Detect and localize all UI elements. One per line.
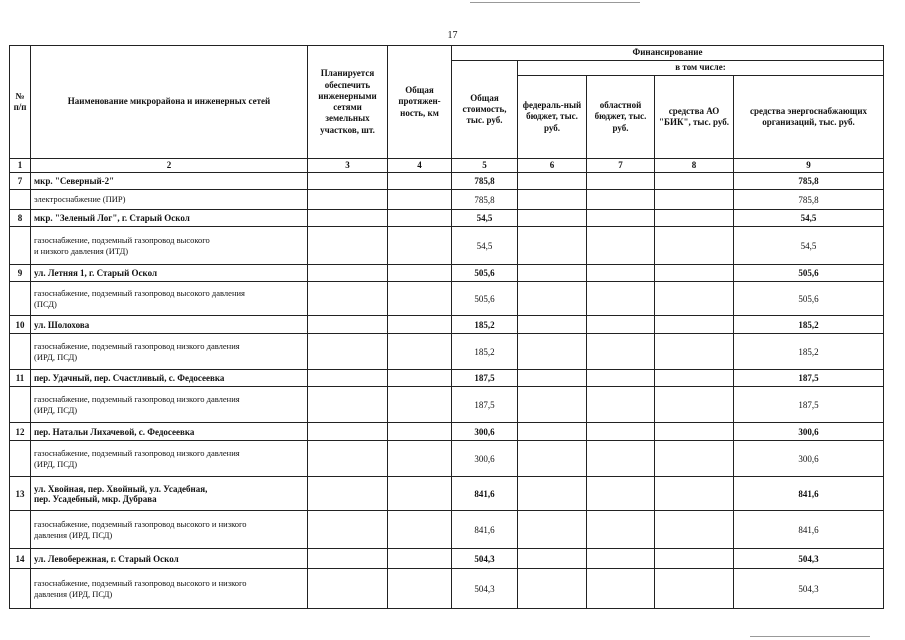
- table-row-district: [10, 549, 884, 569]
- energy-org-cell: 185,2: [734, 316, 884, 334]
- header-regional-budget: областной бюджет, тыс. руб.: [587, 76, 655, 159]
- federal-cell: [518, 265, 587, 282]
- length-cell: [388, 265, 452, 282]
- federal-cell: [518, 282, 587, 316]
- length-cell: [388, 173, 452, 190]
- federal-cell: [518, 370, 587, 387]
- bik-cell: [655, 511, 734, 549]
- planned-plots-cell: [308, 316, 388, 334]
- table-row-network: [10, 511, 884, 549]
- regional-cell: [587, 441, 655, 477]
- row-number: 11: [10, 370, 31, 387]
- row-name: газоснабжение, подземный газопровод низкого давления (ИРД, ПСД): [31, 441, 308, 477]
- total-cost-cell: 785,8: [452, 173, 518, 190]
- row-name: мкр. "Северный-2": [31, 173, 308, 190]
- regional-cell: [587, 569, 655, 609]
- bik-cell: [655, 173, 734, 190]
- column-number: 6: [518, 159, 587, 173]
- bik-cell: [655, 569, 734, 609]
- table-row-district: [10, 477, 884, 511]
- energy-org-cell: 185,2: [734, 334, 884, 370]
- column-number: 8: [655, 159, 734, 173]
- regional-cell: [587, 423, 655, 441]
- federal-cell: [518, 569, 587, 609]
- table-row-network: [10, 569, 884, 609]
- planned-plots-cell: [308, 423, 388, 441]
- total-cost-cell: 187,5: [452, 370, 518, 387]
- bik-cell: [655, 370, 734, 387]
- planned-plots-cell: [308, 227, 388, 265]
- row-number: [10, 441, 31, 477]
- length-cell: [388, 423, 452, 441]
- row-number: [10, 387, 31, 423]
- row-name: пер. Натальи Лихачевой, с. Федосеевка: [31, 423, 308, 441]
- column-number: 5: [452, 159, 518, 173]
- header-planned-plots: Планируется обеспечить инженерными сетями земельных участков, шт.: [308, 46, 388, 159]
- energy-org-cell: 300,6: [734, 423, 884, 441]
- regional-cell: [587, 511, 655, 549]
- total-cost-cell: 185,2: [452, 316, 518, 334]
- planned-plots-cell: [308, 387, 388, 423]
- total-cost-cell: 841,6: [452, 477, 518, 511]
- energy-org-cell: 504,3: [734, 549, 884, 569]
- table-row-district: [10, 210, 884, 227]
- financing-table: [9, 45, 884, 609]
- federal-cell: [518, 423, 587, 441]
- planned-plots-cell: [308, 370, 388, 387]
- row-name: газоснабжение, подземный газопровод низкого давления (ИРД, ПСД): [31, 334, 308, 370]
- column-number: 2: [31, 159, 308, 173]
- row-number: 12: [10, 423, 31, 441]
- federal-cell: [518, 190, 587, 210]
- regional-cell: [587, 227, 655, 265]
- header-including: в том числе:: [518, 61, 884, 76]
- planned-plots-cell: [308, 265, 388, 282]
- row-name: ул. Летняя 1, г. Старый Оскол: [31, 265, 308, 282]
- length-cell: [388, 190, 452, 210]
- table-row-network: [10, 190, 884, 210]
- length-cell: [388, 316, 452, 334]
- federal-cell: [518, 387, 587, 423]
- total-cost-cell: 841,6: [452, 511, 518, 549]
- planned-plots-cell: [308, 549, 388, 569]
- energy-org-cell: 300,6: [734, 441, 884, 477]
- table-row-district: [10, 423, 884, 441]
- regional-cell: [587, 265, 655, 282]
- bik-cell: [655, 549, 734, 569]
- row-number: [10, 190, 31, 210]
- row-name: газоснабжение, подземный газопровод низкого давления (ИРД, ПСД): [31, 387, 308, 423]
- table-row-district: [10, 173, 884, 190]
- federal-cell: [518, 210, 587, 227]
- regional-cell: [587, 387, 655, 423]
- length-cell: [388, 210, 452, 227]
- row-number: [10, 227, 31, 265]
- energy-org-cell: 54,5: [734, 210, 884, 227]
- column-number: 3: [308, 159, 388, 173]
- table-row-district: [10, 265, 884, 282]
- row-number: 9: [10, 265, 31, 282]
- bik-cell: [655, 265, 734, 282]
- header-energy-org-funds: средства энергоснабжающих организаций, тыс. руб.: [734, 76, 884, 159]
- bik-cell: [655, 227, 734, 265]
- energy-org-cell: 54,5: [734, 227, 884, 265]
- length-cell: [388, 227, 452, 265]
- table-row-district: [10, 316, 884, 334]
- column-number-row: [10, 159, 884, 173]
- federal-cell: [518, 441, 587, 477]
- energy-org-cell: 505,6: [734, 282, 884, 316]
- row-name: электроснабжение (ПИР): [31, 190, 308, 210]
- planned-plots-cell: [308, 441, 388, 477]
- regional-cell: [587, 316, 655, 334]
- row-name: ул. Шолохова: [31, 316, 308, 334]
- table-row-district: [10, 370, 884, 387]
- total-cost-cell: 504,3: [452, 569, 518, 609]
- energy-org-cell: 841,6: [734, 477, 884, 511]
- length-cell: [388, 387, 452, 423]
- energy-org-cell: 187,5: [734, 387, 884, 423]
- header-total-cost: Общая стоимость, тыс. руб.: [452, 61, 518, 159]
- regional-cell: [587, 173, 655, 190]
- column-number: 7: [587, 159, 655, 173]
- row-number: [10, 334, 31, 370]
- table-row-network: [10, 334, 884, 370]
- total-cost-cell: 300,6: [452, 423, 518, 441]
- length-cell: [388, 477, 452, 511]
- length-cell: [388, 441, 452, 477]
- planned-plots-cell: [308, 190, 388, 210]
- bik-cell: [655, 316, 734, 334]
- bik-cell: [655, 282, 734, 316]
- regional-cell: [587, 282, 655, 316]
- header-bik-funds: средства АО "БИК", тыс. руб.: [655, 76, 734, 159]
- energy-org-cell: 785,8: [734, 190, 884, 210]
- row-number: [10, 282, 31, 316]
- federal-cell: [518, 334, 587, 370]
- scan-edge-line: [470, 2, 640, 3]
- row-name: ул. Левобережная, г. Старый Оскол: [31, 549, 308, 569]
- row-number: 10: [10, 316, 31, 334]
- planned-plots-cell: [308, 511, 388, 549]
- row-number: 13: [10, 477, 31, 511]
- energy-org-cell: 187,5: [734, 370, 884, 387]
- energy-org-cell: 841,6: [734, 511, 884, 549]
- length-cell: [388, 549, 452, 569]
- row-name: газоснабжение, подземный газопровод высокого и низкого давления (ИРД, ПСД): [31, 511, 308, 549]
- federal-cell: [518, 477, 587, 511]
- column-number: 1: [10, 159, 31, 173]
- row-number: 7: [10, 173, 31, 190]
- planned-plots-cell: [308, 569, 388, 609]
- header-financing: Финансирование: [452, 46, 884, 61]
- header-name: Наименование микрорайона и инженерных сетей: [31, 46, 308, 159]
- total-cost-cell: 54,5: [452, 227, 518, 265]
- length-cell: [388, 334, 452, 370]
- regional-cell: [587, 549, 655, 569]
- length-cell: [388, 370, 452, 387]
- header-federal-budget: федераль-ный бюджет, тыс. руб.: [518, 76, 587, 159]
- row-name: газоснабжение, подземный газопровод высокого давления (ПСД): [31, 282, 308, 316]
- total-cost-cell: 54,5: [452, 210, 518, 227]
- total-cost-cell: 785,8: [452, 190, 518, 210]
- total-cost-cell: 505,6: [452, 265, 518, 282]
- header-length: Общая протяжен-ность, км: [388, 46, 452, 159]
- length-cell: [388, 282, 452, 316]
- total-cost-cell: 504,3: [452, 549, 518, 569]
- regional-cell: [587, 370, 655, 387]
- table-row-network: [10, 282, 884, 316]
- planned-plots-cell: [308, 210, 388, 227]
- row-name: газоснабжение, подземный газопровод высокого и низкого давления (ИРД, ПСД): [31, 569, 308, 609]
- row-name: мкр. "Зеленый Лог", г. Старый Оскол: [31, 210, 308, 227]
- bik-cell: [655, 210, 734, 227]
- bik-cell: [655, 441, 734, 477]
- planned-plots-cell: [308, 173, 388, 190]
- federal-cell: [518, 549, 587, 569]
- table-row-network: [10, 387, 884, 423]
- table-row-network: [10, 441, 884, 477]
- bik-cell: [655, 477, 734, 511]
- bik-cell: [655, 334, 734, 370]
- federal-cell: [518, 316, 587, 334]
- federal-cell: [518, 227, 587, 265]
- total-cost-cell: 505,6: [452, 282, 518, 316]
- row-number: 8: [10, 210, 31, 227]
- row-number: 14: [10, 549, 31, 569]
- column-number: 9: [734, 159, 884, 173]
- regional-cell: [587, 477, 655, 511]
- length-cell: [388, 511, 452, 549]
- row-number: [10, 511, 31, 549]
- planned-plots-cell: [308, 334, 388, 370]
- energy-org-cell: 505,6: [734, 265, 884, 282]
- regional-cell: [587, 210, 655, 227]
- total-cost-cell: 187,5: [452, 387, 518, 423]
- table-row-network: [10, 227, 884, 265]
- bik-cell: [655, 387, 734, 423]
- bik-cell: [655, 423, 734, 441]
- column-number: 4: [388, 159, 452, 173]
- scan-edge-line: [750, 636, 870, 637]
- length-cell: [388, 569, 452, 609]
- table-body: [10, 173, 884, 609]
- planned-plots-cell: [308, 477, 388, 511]
- total-cost-cell: 185,2: [452, 334, 518, 370]
- regional-cell: [587, 334, 655, 370]
- planned-plots-cell: [308, 282, 388, 316]
- energy-org-cell: 504,3: [734, 569, 884, 609]
- header-num: № п/п: [10, 46, 31, 159]
- federal-cell: [518, 511, 587, 549]
- row-name: ул. Хвойная, пер. Хвойный, ул. Усадебная, пер. Усадебный, мкр. Дубрава: [31, 477, 308, 511]
- federal-cell: [518, 173, 587, 190]
- energy-org-cell: 785,8: [734, 173, 884, 190]
- row-name: пер. Удачный, пер. Счастливый, с. Федосеевка: [31, 370, 308, 387]
- page-number: 17: [447, 30, 458, 41]
- total-cost-cell: 300,6: [452, 441, 518, 477]
- bik-cell: [655, 190, 734, 210]
- row-name: газоснабжение, подземный газопровод высокого и низкого давления (ИТД): [31, 227, 308, 265]
- regional-cell: [587, 190, 655, 210]
- row-number: [10, 569, 31, 609]
